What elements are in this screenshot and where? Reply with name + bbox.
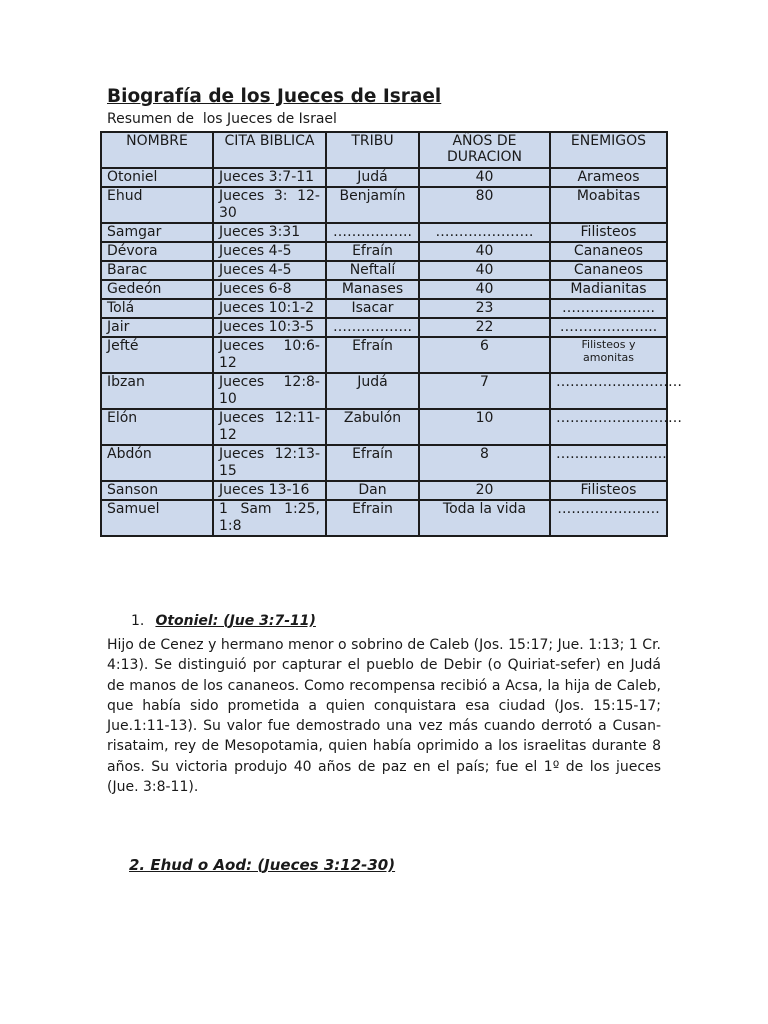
cell-anos: 7 [419, 373, 550, 409]
cell-enemigos: ……………………… [550, 409, 667, 445]
cell-tribu: Zabulón [326, 409, 419, 445]
cell-nombre: Samgar [101, 223, 213, 242]
cell-anos: 10 [419, 409, 550, 445]
table-row [101, 318, 667, 337]
cell-cita: Jueces 12:11-12 [213, 409, 326, 445]
cell-nombre: Jefté [101, 337, 213, 373]
cell-tribu: Judá [326, 373, 419, 409]
cell-anos: 22 [419, 318, 550, 337]
table-row [101, 409, 667, 445]
cell-enemigos: ………………...... [550, 445, 667, 481]
cell-tribu: Efraín [326, 337, 419, 373]
cell-enemigos: Arameos [550, 168, 667, 187]
cell-enemigos: Filisteos [550, 481, 667, 500]
cell-cita: Jueces 12:8-10 [213, 373, 326, 409]
cell-tribu: Judá [326, 168, 419, 187]
table-row [101, 223, 667, 242]
cell-tribu: Efraín [326, 445, 419, 481]
cell-nombre: Elón [101, 409, 213, 445]
cell-cita: Jueces 10:1-2 [213, 299, 326, 318]
cell-enemigos: ………………... [550, 318, 667, 337]
cell-nombre: Samuel [101, 500, 213, 536]
cell-tribu: Benjamín [326, 187, 419, 223]
cell-nombre: Ibzan [101, 373, 213, 409]
judges-table [100, 131, 682, 537]
table-row [101, 242, 667, 261]
section-1-title: Otoniel: (Jue 3:7-11) [155, 613, 316, 629]
cell-anos: ………………… [419, 223, 550, 242]
cell-anos: 40 [419, 168, 550, 187]
cell-cita: Jueces 4-5 [213, 261, 326, 280]
cell-tribu: …………….. [326, 223, 419, 242]
cell-anos: 6 [419, 337, 550, 373]
cell-cita: Jueces 3: 12-30 [213, 187, 326, 223]
cell-tribu: Neftalí [326, 261, 419, 280]
cell-enemigos: Cananeos [550, 242, 667, 261]
table-row [101, 280, 667, 299]
document-title: Biografía de los Jueces de Israel [107, 86, 442, 107]
table-caption: Resumen de los Jueces de Israel [107, 111, 337, 127]
section-2-heading: 2. Ehud o Aod: (Jueces 3:12-30) [129, 856, 396, 874]
cell-nombre: Ehud [101, 187, 213, 223]
cell-enemigos: Filisteos [550, 223, 667, 242]
cell-nombre: Jair [101, 318, 213, 337]
cell-cita: Jueces 10:6-12 [213, 337, 326, 373]
cell-tribu: Isacar [326, 299, 419, 318]
cell-nombre: Abdón [101, 445, 213, 481]
header-tribu: TRIBU [326, 132, 419, 168]
cell-cita: Jueces 12:13-15 [213, 445, 326, 481]
section-1-heading [131, 613, 316, 629]
table-row [101, 261, 667, 280]
table-row [101, 337, 667, 373]
cell-anos: 40 [419, 261, 550, 280]
header-enemigos: ENEMIGOS [550, 132, 667, 168]
table-row [101, 445, 667, 481]
table-row [101, 481, 667, 500]
cell-cita: 1 Sam 1:25, 1:8 [213, 500, 326, 536]
header-cita-biblica: CITA BIBLICA [213, 132, 326, 168]
cell-anos: 40 [419, 242, 550, 261]
list-number: 1. [131, 613, 145, 629]
cell-cita: Jueces 4-5 [213, 242, 326, 261]
cell-tribu: Efraín [326, 242, 419, 261]
cell-tribu: …………….. [326, 318, 419, 337]
table-header-row [101, 132, 667, 168]
cell-nombre: Sanson [101, 481, 213, 500]
table-row [101, 168, 667, 187]
cell-anos: 8 [419, 445, 550, 481]
cell-anos: 23 [419, 299, 550, 318]
table-row [101, 373, 667, 409]
cell-nombre: Barac [101, 261, 213, 280]
cell-tribu: Efrain [326, 500, 419, 536]
table-row [101, 299, 667, 318]
cell-anos: 40 [419, 280, 550, 299]
cell-enemigos: Filisteos y amonitas [550, 337, 667, 373]
cell-tribu: Dan [326, 481, 419, 500]
cell-anos: 80 [419, 187, 550, 223]
cell-nombre: Otoniel [101, 168, 213, 187]
cell-cita: Jueces 3:31 [213, 223, 326, 242]
cell-nombre: Dévora [101, 242, 213, 261]
cell-enemigos: ……………….. [550, 299, 667, 318]
table-row [101, 500, 667, 536]
cell-enemigos: Cananeos [550, 261, 667, 280]
cell-enemigos: Madianitas [550, 280, 667, 299]
cell-enemigos: …………………. [550, 500, 667, 536]
cell-tribu: Manases [326, 280, 419, 299]
table-row [101, 187, 667, 223]
header-nombre: NOMBRE [101, 132, 213, 168]
cell-cita: Jueces 3:7-11 [213, 168, 326, 187]
cell-enemigos: ……………………… [550, 373, 667, 409]
cell-cita: Jueces 13-16 [213, 481, 326, 500]
cell-nombre: Tolá [101, 299, 213, 318]
cell-cita: Jueces 10:3-5 [213, 318, 326, 337]
header-anos-duracion: AÑOS DE DURACION [419, 132, 550, 168]
cell-anos: 20 [419, 481, 550, 500]
cell-enemigos: Moabitas [550, 187, 667, 223]
cell-cita: Jueces 6-8 [213, 280, 326, 299]
cell-nombre: Gedeón [101, 280, 213, 299]
section-1-paragraph: Hijo de Cenez y hermano menor o sobrino de Caleb (Jos. 15:17; Jue. 1:13; 1 Cr. 4:13). Se distinguió por capturar el pueblo de Debir (o Quiriat-sefer) en Judá de manos de los cananeos. Como recompensa recibió a Acsa, la hija de Caleb, que había sido prometida a quien conquistara esa ciudad (Jos. 15:15-17; Jue.1:11-13). Su valor fue demostrado una vez más cuando derrotó a Cusan-risataim, rey de Mesopotamia, quien había oprimido a los israelitas durante 8 años. Su victoria produjo 40 años de paz en el país; fue el 1º de los jueces (Jue. 3:8-11). [107, 637, 661, 796]
cell-anos: Toda la vida [419, 500, 550, 536]
